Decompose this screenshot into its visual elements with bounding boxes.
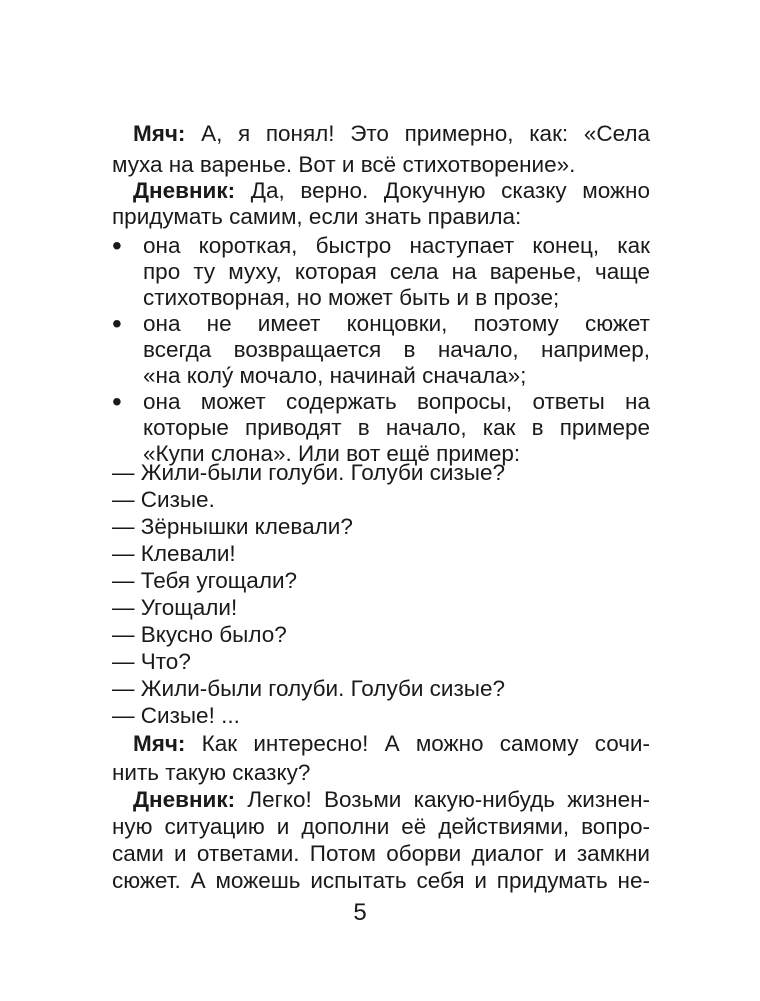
paragraph-ball2-line-1: Мяч: Как интересно! А можно самому сочи- bbox=[133, 731, 650, 756]
paragraph-diary-line-2: придумать самим, если знать правила: bbox=[112, 204, 522, 229]
bullet-1-line-1: она короткая, быстро наступает конец, как bbox=[143, 233, 650, 258]
dialog-line: — Сизые. bbox=[112, 487, 215, 512]
dialog-line: — Клевали! bbox=[112, 541, 236, 566]
page-number: 5 bbox=[353, 899, 367, 926]
paragraph-ball-line-1: Мяч: А, я понял! Это примерно, как: «Села bbox=[133, 121, 650, 146]
dialog-line: — Тебя угощали? bbox=[112, 568, 298, 593]
speaker-diary: Дневник: bbox=[133, 178, 236, 203]
bullet-marker: • bbox=[112, 386, 122, 417]
paragraph-diary2-line-1: Дневник: Легко! Возьми какую-нибудь жизнен- bbox=[133, 787, 650, 812]
paragraph-ball2-line-2: нить такую сказку? bbox=[112, 760, 311, 785]
dialog-line: — Что? bbox=[112, 649, 191, 674]
bullet-1-line-2: про ту муху, которая села на варенье, чаще bbox=[143, 259, 650, 284]
bullet-marker: • bbox=[112, 230, 122, 261]
bullet-2-line-2: всегда возвращается в начало, например, bbox=[143, 337, 650, 362]
bullet-2-line-3: «на колу́ мочало, начинай сначала»; bbox=[143, 363, 527, 388]
dialog-line: — Вкусно было? bbox=[112, 622, 287, 647]
paragraph-ball-line-2: муха на варенье. Вот и всё стихотворение». bbox=[112, 152, 576, 177]
speaker-ball: Мяч: bbox=[133, 121, 186, 146]
paragraph-diary-line-1: Дневник: Да, верно. Докучную сказку можно bbox=[133, 178, 650, 203]
dialog-line: — Жили-были голуби. Голуби сизые? bbox=[112, 676, 505, 701]
paragraph-diary2-line-3: сами и ответами. Потом оборви диалог и замкни bbox=[112, 841, 650, 866]
dialog-line: — Зёрнышки клевали? bbox=[112, 514, 353, 539]
bullet-3-line-1: она может содержать вопросы, ответы на bbox=[143, 389, 650, 414]
dialog-line: — Сизые! ... bbox=[112, 703, 240, 728]
bullet-3-line-3: «Купи слона». Или вот ещё пример: bbox=[143, 441, 521, 466]
speaker-diary: Дневник: bbox=[133, 787, 236, 812]
bullet-1-line-3: стихотворная, но может быть и в прозе; bbox=[143, 285, 560, 310]
paragraph-diary2-line-2: ную ситуацию и дополни её действиями, вопро- bbox=[112, 814, 650, 839]
dialog-line: — Жили-были голуби. Голуби сизые? bbox=[112, 460, 505, 485]
paragraph-diary2-line-4: сюжет. А можешь испытать себя и придумать не- bbox=[112, 868, 650, 893]
bullet-marker: • bbox=[112, 308, 122, 339]
speaker-ball: Мяч: bbox=[133, 731, 186, 756]
bullet-3-line-2: которые приводят в начало, как в примере bbox=[143, 415, 650, 440]
bullet-2-line-1: она не имеет концовки, поэтому сюжет bbox=[143, 311, 650, 336]
dialog-line: — Угощали! bbox=[112, 595, 238, 620]
